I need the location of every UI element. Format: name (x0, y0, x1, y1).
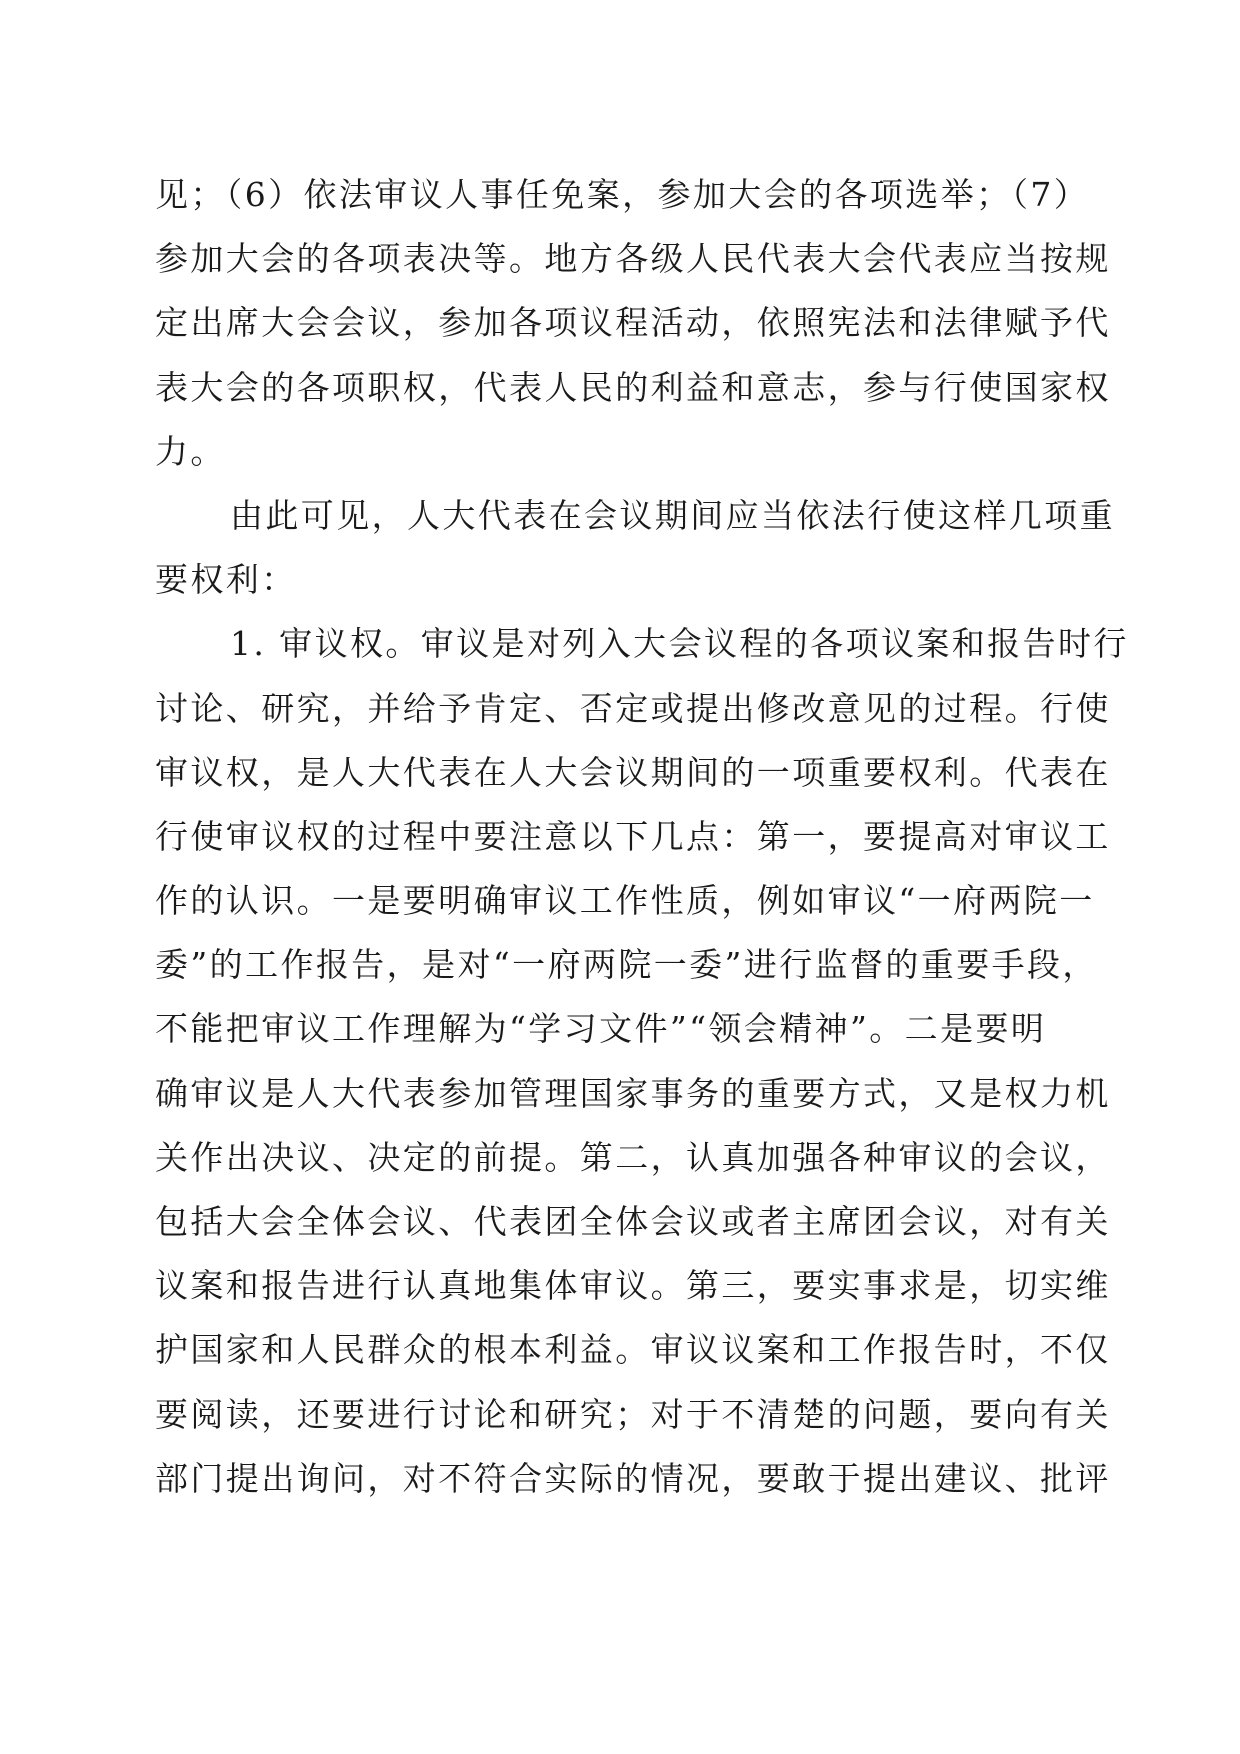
text-line: 见；（6）依法审议人事任免案，参加大会的各项选举；（7） (155, 175, 1090, 214)
text-line: 行使审议权的过程中要注意以下几点：第一，要提高对审议工 (155, 816, 1111, 856)
paragraph-start-line: 由此可见，人大代表在会议期间应当依法行使这样几项重 (230, 495, 1115, 535)
text-line: 委”的工作报告，是对“一府两院一委”进行监督的重要手段， (155, 945, 1098, 985)
text-line: 要权利： (155, 560, 297, 600)
text-line: 定出席大会会议，参加各项议程活动，依照宪法和法律赋予代 (155, 303, 1111, 343)
text-line: 确审议是人大代表参加管理国家事务的重要方式，又是权力机 (155, 1073, 1111, 1113)
text-line: 议案和报告进行认真地集体审议。第三，要实事求是，切实维 (155, 1266, 1111, 1306)
text-line: 审议权，是人大代表在人大会议期间的一项重要权利。代表在 (155, 752, 1111, 792)
text-line: 参加大会的各项表决等。地方各级人民代表大会代表应当按规 (155, 239, 1111, 279)
text-line: 讨论、研究，并给予肯定、否定或提出修改意见的过程。行使 (155, 688, 1111, 728)
text-line: 关作出决议、决定的前提。第二，认真加强各种审议的会议， (155, 1137, 1111, 1177)
text-line: 部门提出询问，对不符合实际的情况，要敢于提出建议、批评 (155, 1458, 1111, 1498)
text-line: 力。 (155, 431, 226, 471)
paragraph-start-line: 1. 审议权。审议是对列入大会议程的各项议案和报告时行 (230, 624, 1129, 664)
text-line: 不能把审议工作理解为“学习文件”“领会精神”。二是要明 (155, 1009, 1047, 1049)
text-line: 护国家和人民群众的根本利益。审议议案和工作报告时，不仅 (155, 1330, 1111, 1370)
text-line: 要阅读，还要进行讨论和研究；对于不清楚的问题，要向有关 (155, 1394, 1111, 1434)
text-line: 包括大会全体会议、代表团全体会议或者主席团会议，对有关 (155, 1202, 1111, 1241)
text-line: 作的认识。一是要明确审议工作性质，例如审议“一府两院一 (155, 881, 1095, 921)
body-text (155, 163, 1129, 1511)
text-line: 表大会的各项职权，代表人民的利益和意志，参与行使国家权 (155, 367, 1111, 407)
